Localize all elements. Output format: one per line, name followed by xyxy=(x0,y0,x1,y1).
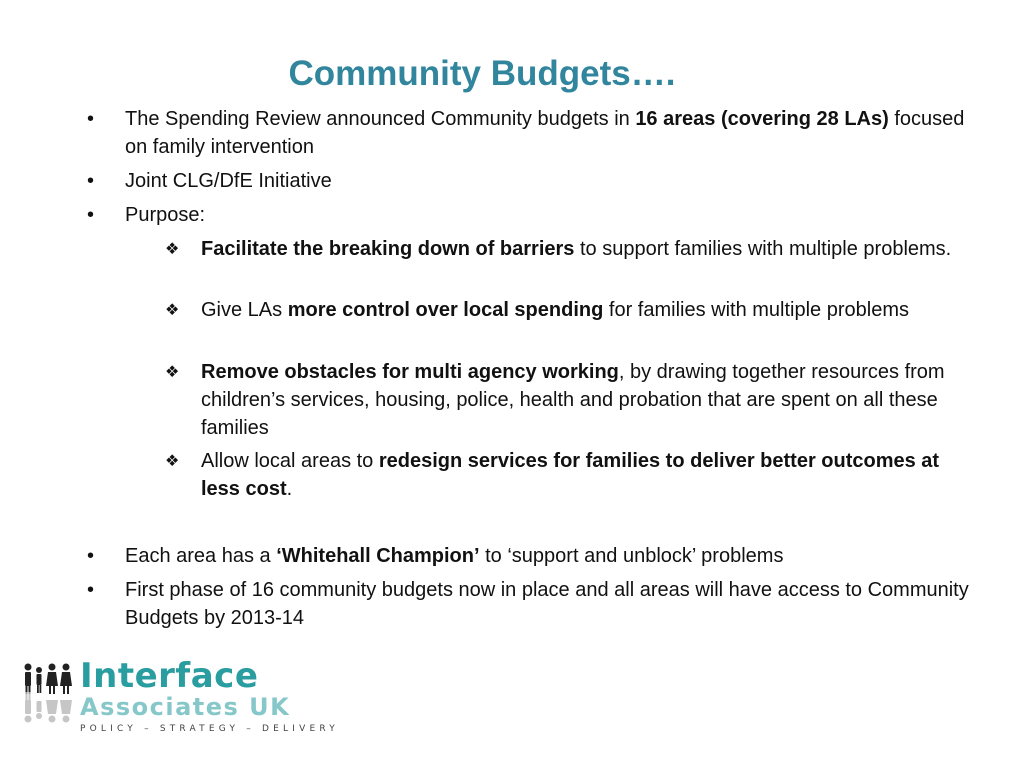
bullet-dot-icon: • xyxy=(87,170,95,192)
diamond-bullet-icon: ❖ xyxy=(165,364,180,381)
bullet-purpose: • Purpose: xyxy=(125,201,970,229)
logo-word-interface: Interface xyxy=(80,656,259,696)
bullet-whitehall-champion: • Each area has a ‘Whitehall Champion’ to ‘support and unblock’ problems xyxy=(125,542,970,570)
bullet-dot-icon: • xyxy=(87,108,95,130)
diamond-bullet-icon: ❖ xyxy=(165,453,180,470)
bullet-first-phase: • First phase of 16 community budgets now in place and all areas will have access to Community Budgets by 2013-14 xyxy=(125,576,970,632)
sub-bullet-local-control: ❖ Give LAs more control over local spending for families with multiple problems xyxy=(201,296,976,324)
sub-bullet-barriers: ❖ Facilitate the breaking down of barriers to support families with multiple problems. xyxy=(201,235,976,263)
sub-bullet-multi-agency: ❖ Remove obstacles for multi agency working, by drawing together resources from children’s services, housing, police, health and probation that are spent on all these families xyxy=(165,361,945,439)
logo-word-associates: Associates UK xyxy=(80,693,291,721)
bullet-joint-initiative: • Joint CLG/DfE Initiative xyxy=(125,167,970,195)
diamond-bullet-icon: ❖ xyxy=(165,241,180,258)
family-figures-icon xyxy=(22,662,78,724)
bullet-dot-icon: • xyxy=(87,204,95,226)
diamond-bullet-icon: ❖ xyxy=(165,302,180,319)
bullet-spending-review: • The Spending Review announced Community budgets in 16 areas (covering 28 LAs) focused on family intervention xyxy=(125,105,970,161)
sub-bullet-redesign: ❖ Allow local areas to redesign services for families to deliver better outcomes at less cost. xyxy=(165,450,940,500)
logo-tagline: POLICY – STRATEGY – DELIVERY xyxy=(80,724,339,734)
bullet-dot-icon: • xyxy=(87,545,95,567)
bullet-dot-icon: • xyxy=(87,579,95,601)
slide-title: Community Budgets…. xyxy=(288,54,676,93)
interface-associates-logo xyxy=(22,656,342,740)
